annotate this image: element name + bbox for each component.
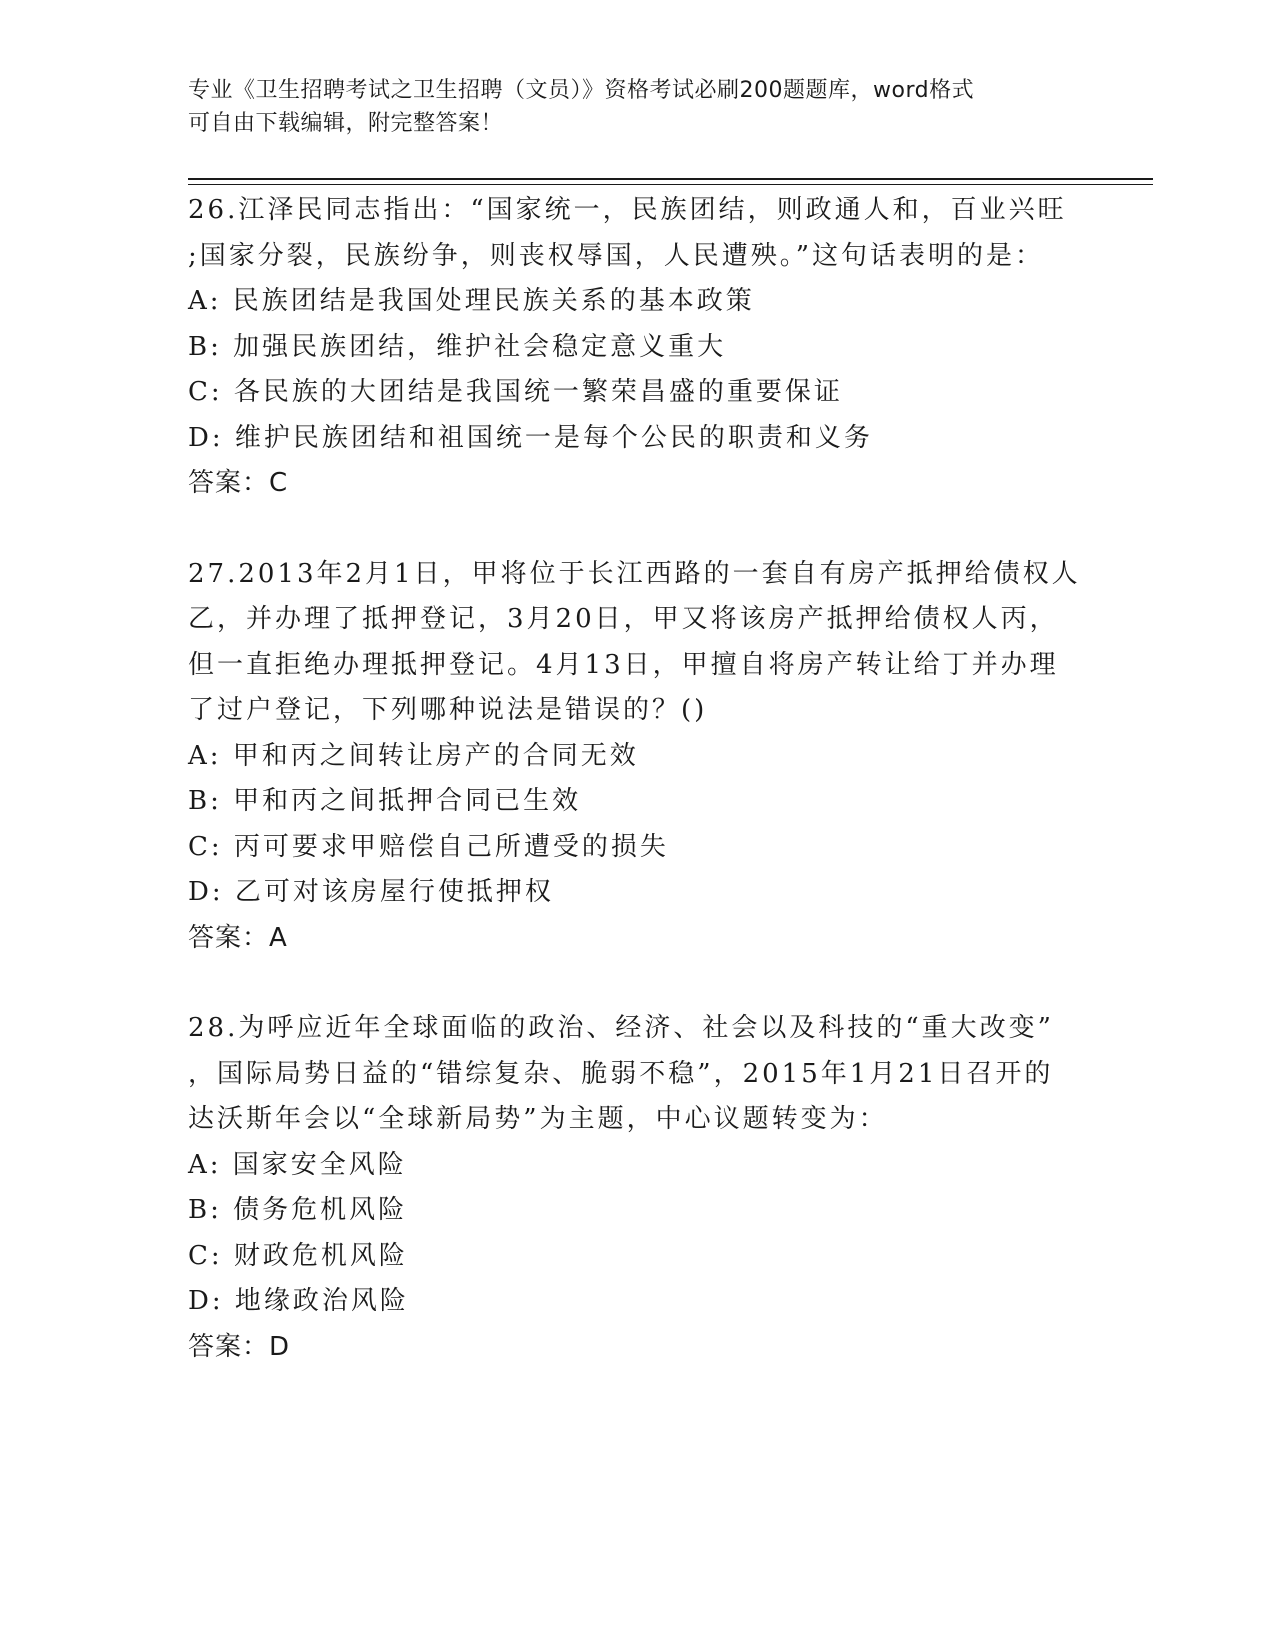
question-text-line: 27.2013年2月1日，甲将位于长江西路的一套自有房产抵押给债权人 [188,558,1081,589]
question-text-line: 乙，并办理了抵押登记，3月20日，甲又将该房产抵押给债权人丙， [188,604,1059,634]
option-b: B: 加强民族团结，维护社会稳定意义重大 [188,331,727,362]
header-line-2: 可自由下载编辑，附完整答案！ [188,111,504,136]
answer-line: 答案：A [188,922,288,953]
question-text-line: ;国家分裂，民族纷争，则丧权辱国，人民遭殃。”这句话表明的是： [188,240,1045,271]
question-text-line: 了过户登记，下列哪种说法是错误的？() [188,695,708,725]
option-d: D: 维护民族团结和祖国统一是每个公民的职责和义务 [188,422,873,453]
question-28 [188,1006,1088,1370]
question-spacer [188,507,1088,552]
option-d: D: 乙可对该房屋行使抵押权 [188,877,554,907]
question-27 [188,552,1088,962]
option-a: A: 甲和丙之间转让房产的合同无效 [188,740,639,771]
option-d: D: 地缘政治风险 [188,1286,409,1316]
answer-line: 答案：D [188,1331,291,1362]
option-c: C: 各民族的大团结是我国统一繁荣昌盛的重要保证 [188,377,843,407]
question-26 [188,188,1088,507]
option-c: C: 财政危机风险 [188,1240,408,1271]
document-header [188,74,1068,140]
option-a: A: 民族团结是我国处理民族关系的基本政策 [188,286,755,316]
question-text-line: 达沃斯年会以“全球新局势”为主题，中心议题转变为： [188,1104,888,1134]
question-text-line: 28.为呼应近年全球面临的政治、经济、社会以及科技的“重大改变” [188,1013,1054,1043]
question-text-line: 26.江泽民同志指出：“国家统一，民族团结，则政通人和，百业兴旺 [188,195,1067,225]
option-b: B: 债务危机风险 [188,1195,408,1225]
answer-line: 答案：C [188,468,289,498]
question-text-line: 但一直拒绝办理抵押登记。4月13日，甲擅自将房产转让给丁并办理 [188,649,1059,680]
question-list [188,188,1088,1370]
option-c: C: 丙可要求甲赔偿自己所遭受的损失 [188,831,669,862]
option-a: A: 国家安全风险 [188,1149,407,1180]
question-text-line: ，国际局势日益的“错综复杂、脆弱不稳”，2015年1月21日召开的 [188,1058,1054,1089]
header-divider-thin [188,184,1153,185]
option-b: B: 甲和丙之间抵押合同已生效 [188,786,582,816]
question-spacer [188,961,1088,1006]
header-divider-thick [188,178,1153,180]
header-line-1: 专业《卫生招聘考试之卫生招聘（文员）》资格考试必刷200题题库，word格式 [188,78,975,103]
